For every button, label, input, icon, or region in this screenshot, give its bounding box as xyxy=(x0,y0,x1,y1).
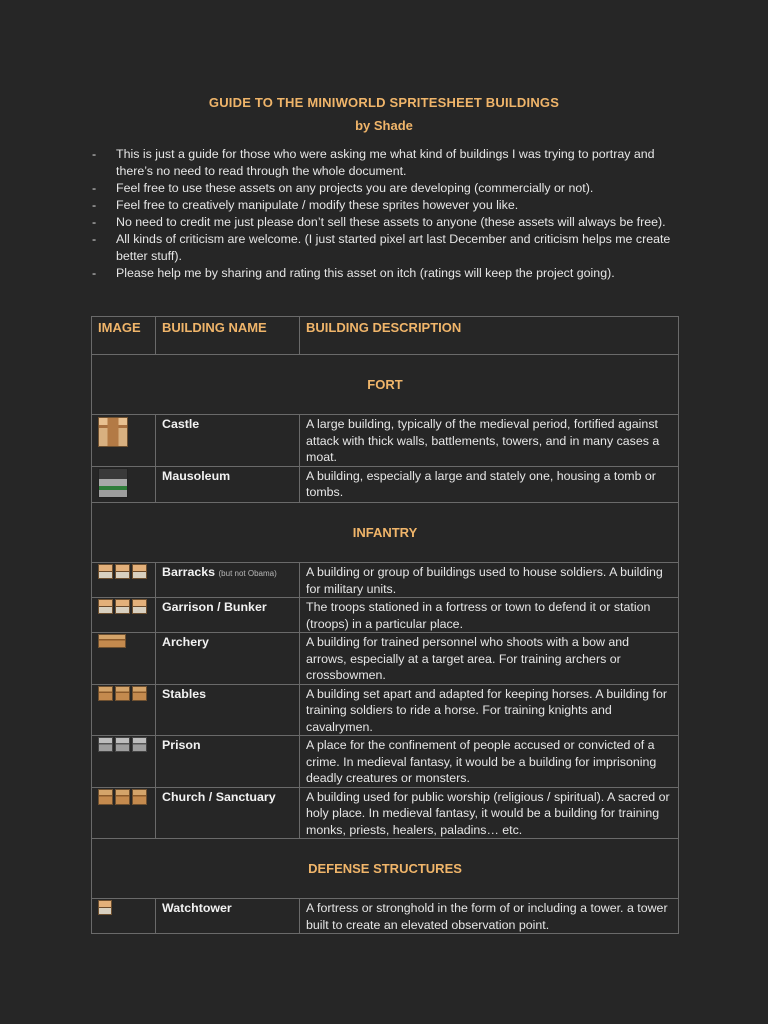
building-name-mausoleum: Mausoleum xyxy=(156,466,300,503)
table-row xyxy=(92,466,679,503)
document-author: by Shade xyxy=(355,118,413,133)
section-row xyxy=(92,839,679,899)
bullet-item xyxy=(92,180,682,197)
building-name-stables: Stables xyxy=(156,684,300,736)
bullet-dash: - xyxy=(92,266,97,280)
table-row xyxy=(92,563,679,598)
section-title-fort: FORT xyxy=(92,355,679,415)
bullet-item xyxy=(92,197,682,214)
table-header-row xyxy=(92,317,679,355)
prison-sprites-icon xyxy=(98,737,149,752)
building-name-watchtower: Watchtower xyxy=(156,899,300,934)
section-title-defense: DEFENSE STRUCTURES xyxy=(92,839,679,899)
garrison-sprites-icon xyxy=(98,599,149,614)
document-title: GUIDE TO THE MINIWORLD SPRITESHEET BUILDINGS xyxy=(208,95,560,110)
building-name-prison: Prison xyxy=(156,736,300,788)
bullet-item xyxy=(92,231,682,265)
building-name-barracks: Barracks (but not Obama) xyxy=(156,563,300,598)
castle-icon xyxy=(98,417,128,447)
church-sprites-icon xyxy=(98,789,149,805)
intro-bullet-list xyxy=(92,146,682,282)
table-row xyxy=(92,736,679,788)
bullet-item xyxy=(92,146,682,180)
building-description: A building for trained personnel who shoots with a bow and arrows, especially at a target area. For training archers or crossbowmen. xyxy=(300,633,679,685)
bullet-dash: - xyxy=(92,181,97,195)
barracks-note: (but not Obama) xyxy=(218,569,277,578)
building-description: A place for the confinement of people accused or convicted of a crime. In medieval fantasy, it would be a building for imprisoning deadly creatures or monsters. xyxy=(300,736,679,788)
bullet-item xyxy=(92,265,682,282)
building-description: A building used for public worship (religious / spiritual). A sacred or holy place. In medieval fantasy, it would be a building for training monks, priests, healers, paladins… etc. xyxy=(300,787,679,839)
table-row xyxy=(92,787,679,839)
mausoleum-icon xyxy=(98,468,128,498)
bullet-text: No need to credit me just please don’t sell these assets to anyone (these assets will always be free). xyxy=(116,215,666,229)
section-title-infantry: INFANTRY xyxy=(92,503,679,563)
bullet-text: This is just a guide for those who were asking me what kind of buildings I was trying to portray and there’s no need to read through the whole document. xyxy=(116,147,655,178)
stables-sprites-icon xyxy=(98,686,149,701)
building-description: A fortress or stronghold in the form of or including a tower. a tower built to create an elevated observation point. xyxy=(300,899,679,934)
building-description: The troops stationed in a fortress or town to defend it or station (troops) in a particular place. xyxy=(300,598,679,633)
bullet-dash: - xyxy=(92,215,97,229)
building-description: A building set apart and adapted for keeping horses. A building for training soldiers to ride a horse. For training knights and cavalrymen. xyxy=(300,684,679,736)
castle-sprite-icon xyxy=(92,415,156,467)
bullet-text: Feel free to creatively manipulate / modify these sprites however you like. xyxy=(116,198,519,212)
archery-sprite-icon xyxy=(98,634,149,648)
building-name-garrison: Garrison / Bunker xyxy=(156,598,300,633)
bullet-text: Please help me by sharing and rating this asset on itch (ratings will keep the project going). xyxy=(116,266,615,280)
bullet-dash: - xyxy=(92,232,97,246)
table-row xyxy=(92,684,679,736)
mausoleum-sprite-icon xyxy=(92,466,156,503)
watchtower-sprite-icon xyxy=(98,900,149,915)
building-name-castle: Castle xyxy=(156,415,300,467)
bullet-dash: - xyxy=(92,147,97,161)
building-name-archery: Archery xyxy=(156,633,300,685)
header-building-description: BUILDING DESCRIPTION xyxy=(300,317,679,355)
barracks-sprites-icon xyxy=(98,564,149,579)
table-row xyxy=(92,899,679,934)
header-building-name: BUILDING NAME xyxy=(156,317,300,355)
table-row xyxy=(92,633,679,685)
table-row xyxy=(92,415,679,467)
table-row xyxy=(92,598,679,633)
building-description: A large building, typically of the medieval period, fortified against attack with thick walls, battlements, towers, and in many cases a moat. xyxy=(300,415,679,467)
section-row xyxy=(92,355,679,415)
header-image: IMAGE xyxy=(92,317,156,355)
building-name-church: Church / Sanctuary xyxy=(156,787,300,839)
bullet-text: All kinds of criticism are welcome. (I just started pixel art last December and criticism helps me create better stuff). xyxy=(116,232,671,263)
building-description: A building, especially a large and stately one, housing a tomb or tombs. xyxy=(300,466,679,503)
bullet-item xyxy=(92,214,682,231)
buildings-table xyxy=(91,316,679,934)
bullet-text: Feel free to use these assets on any projects you are developing (commercially or not). xyxy=(116,181,594,195)
building-description: A building or group of buildings used to house soldiers. A building for military units. xyxy=(300,563,679,598)
section-row xyxy=(92,503,679,563)
bullet-dash: - xyxy=(92,198,97,212)
